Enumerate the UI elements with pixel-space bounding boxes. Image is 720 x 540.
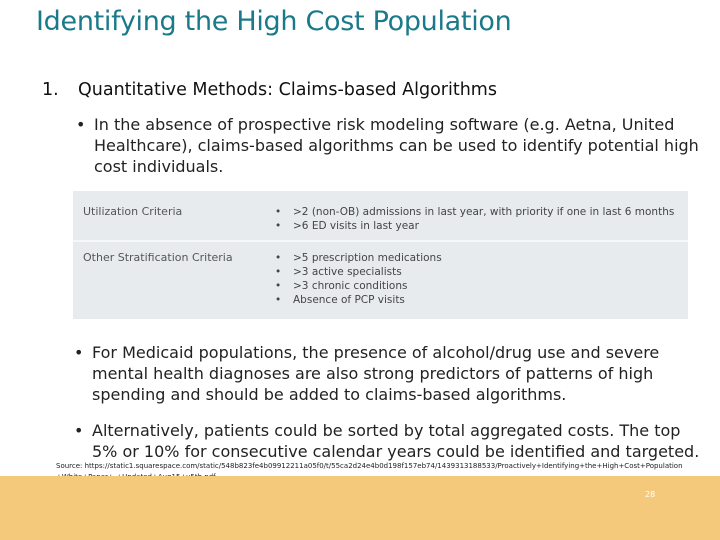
criteria-list	[273, 251, 442, 307]
criteria-item: • Absence of PCP visits	[273, 293, 442, 307]
source-citation: Source: https://static1.squarespace.com/static/548b823fe4b09912211a05f0/t/55ca2d24e4b0d198f157eb74/1439313188533/Proactively+Identifying+the+High+Cost+Population	[56, 462, 683, 470]
bullet-item	[74, 342, 702, 405]
section-number: 1.	[42, 80, 59, 100]
bullet-glyph: •	[76, 115, 86, 134]
criteria-table	[73, 191, 688, 319]
bullet-item	[74, 420, 707, 462]
bullet-glyph: •	[74, 421, 84, 440]
criteria-item: • >3 chronic conditions	[273, 279, 442, 293]
section-heading-text: Quantitative Methods: Claims-based Algorithms	[78, 80, 497, 100]
page-number: 28	[645, 490, 656, 499]
criteria-label: Other Stratification Criteria	[83, 251, 233, 264]
bullet-item	[76, 114, 710, 177]
section-heading	[42, 80, 497, 100]
slide-title: Identifying the High Cost Population	[36, 6, 512, 37]
criteria-divider	[73, 240, 688, 242]
bullet-glyph: •	[74, 343, 84, 362]
criteria-list	[273, 205, 674, 233]
criteria-item: • >3 active specialists	[273, 265, 442, 279]
bullet-text: In the absence of prospective risk modeling software (e.g. Aetna, United Healthcare), claims-based algorithms can be used to identify potential high cost individuals.	[94, 115, 699, 176]
criteria-item: • >2 (non-OB) admissions in last year, with priority if one in last 6 months	[273, 205, 674, 219]
bullet-text: For Medicaid populations, the presence of alcohol/drug use and severe mental health diagnoses are also strong predictors of patterns of high spending and should be added to claims-based algorithms.	[92, 343, 660, 404]
footer-bar	[0, 476, 720, 540]
criteria-item: • >6 ED visits in last year	[273, 219, 674, 233]
criteria-label: Utilization Criteria	[83, 205, 183, 218]
bullet-text: Alternatively, patients could be sorted by total aggregated costs. The top 5% or 10% for consecutive calendar years could be identified and targeted.	[92, 421, 700, 461]
criteria-item: • >5 prescription medications	[273, 251, 442, 265]
criteria-row-utilization	[73, 197, 688, 239]
criteria-row-stratification	[73, 243, 688, 315]
